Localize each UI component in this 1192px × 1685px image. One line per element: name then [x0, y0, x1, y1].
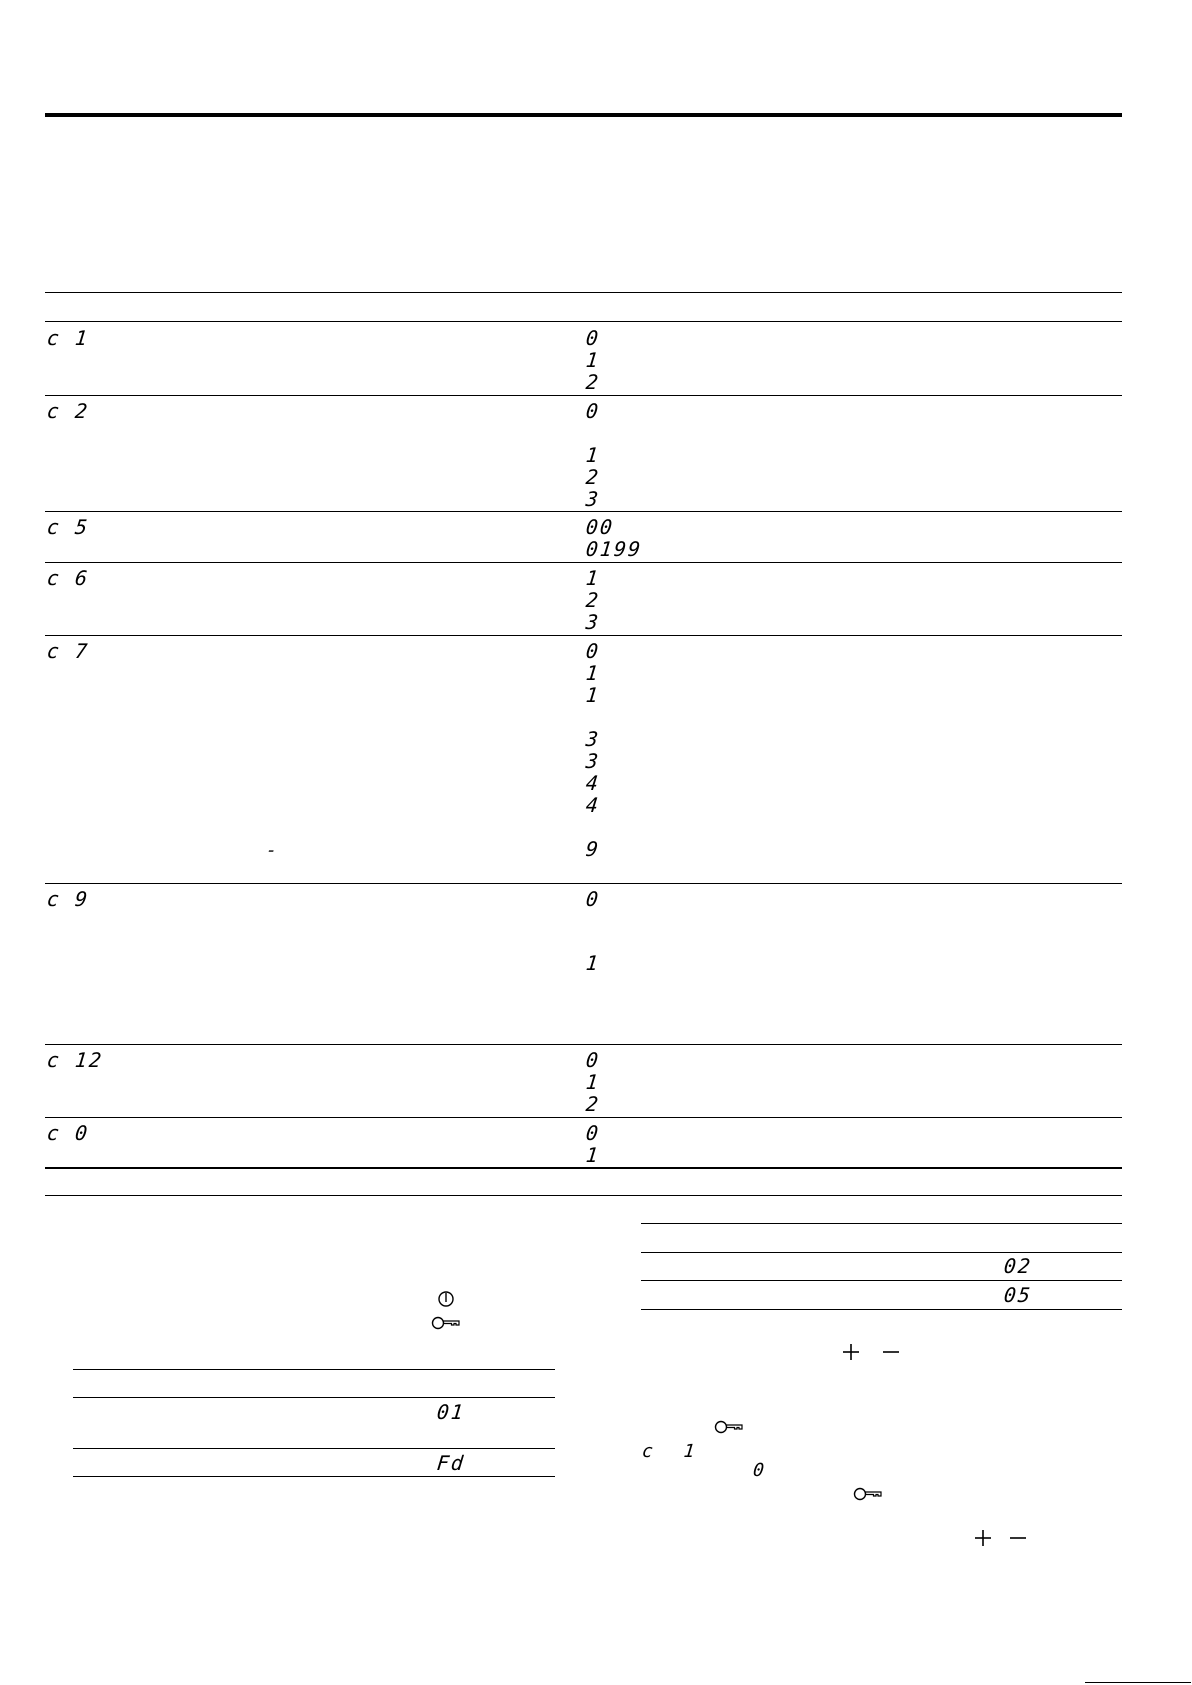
setting-code: c 12: [45, 1048, 105, 1072]
setting-value: 2: [584, 1092, 602, 1116]
left-table-header-rule: [73, 1397, 555, 1398]
setting-code: c 0: [45, 1121, 91, 1145]
setting-code: c 5: [45, 515, 91, 539]
setting-value: 1: [584, 1143, 602, 1167]
row-divider: [45, 562, 1122, 563]
step-setting-value: 0: [751, 1460, 767, 1481]
power-icon: [436, 1289, 456, 1309]
right-table-bottom-rule: [641, 1309, 1122, 1310]
right-table-top-rule: [641, 1223, 1122, 1224]
row-divider: [45, 883, 1122, 884]
setting-code: c 9: [45, 887, 91, 911]
row-divider: [45, 395, 1122, 396]
setting-value: 3: [584, 610, 602, 634]
setting-value: 0: [584, 399, 602, 423]
plus-icon: [973, 1528, 993, 1548]
right-table-header-rule: [641, 1252, 1122, 1253]
setting-value: 2: [584, 370, 602, 394]
setting-value: 0199: [584, 537, 644, 561]
right-table-value: 02: [1002, 1254, 1034, 1278]
plus-icon: [841, 1342, 861, 1362]
setting-code: c 2: [45, 399, 91, 423]
setting-value: 4: [584, 793, 602, 817]
dash-mark: -: [264, 840, 280, 861]
right-table-value: 05: [1002, 1283, 1034, 1307]
table-bottom-rule: [45, 1167, 1122, 1169]
key-icon: [714, 1419, 744, 1435]
setting-value: 1: [584, 683, 602, 707]
footer-rule: [1085, 1682, 1191, 1683]
setting-value: 1: [584, 951, 602, 975]
setting-code: c 6: [45, 566, 91, 590]
setting-value: 3: [584, 727, 602, 751]
setting-value: 1: [584, 348, 602, 372]
setting-value: 3: [584, 749, 602, 773]
setting-value: 00: [584, 515, 616, 539]
top-rule: [45, 113, 1122, 117]
minus-icon: [881, 1342, 901, 1362]
setting-value: 2: [584, 465, 602, 489]
table-header-rule: [45, 292, 1122, 293]
setting-value: 0: [584, 1048, 602, 1072]
row-divider: [45, 1117, 1122, 1118]
minus-icon: [1008, 1528, 1028, 1548]
setting-code: c 1: [45, 326, 91, 350]
setting-value: 9: [584, 837, 602, 861]
setting-value: 4: [584, 771, 602, 795]
row-divider: [45, 511, 1122, 512]
left-table-bottom-rule: [73, 1476, 555, 1477]
table-header-bottom-rule: [45, 321, 1122, 322]
setting-value: 2: [584, 588, 602, 612]
setting-value: 0: [584, 326, 602, 350]
left-table-value: 01: [435, 1400, 467, 1424]
setting-value: 1: [584, 661, 602, 685]
step-setting-code: c 1: [640, 1441, 706, 1462]
setting-value: 0: [584, 1121, 602, 1145]
left-table-row-rule: [73, 1448, 555, 1449]
note-rule: [45, 1195, 1122, 1196]
key-icon: [431, 1315, 461, 1331]
setting-value: 1: [584, 1070, 602, 1094]
setting-value: 1: [584, 443, 602, 467]
left-table-value: Fd: [435, 1451, 467, 1475]
setting-value: 0: [584, 639, 602, 663]
setting-code: c 7: [45, 639, 91, 663]
right-table-row-rule: [641, 1280, 1122, 1281]
setting-value: 3: [584, 487, 602, 511]
left-table-top-rule: [73, 1369, 555, 1370]
setting-value: 1: [584, 566, 602, 590]
row-divider: [45, 1044, 1122, 1045]
key-icon: [853, 1486, 883, 1502]
row-divider: [45, 635, 1122, 636]
setting-value: 0: [584, 887, 602, 911]
